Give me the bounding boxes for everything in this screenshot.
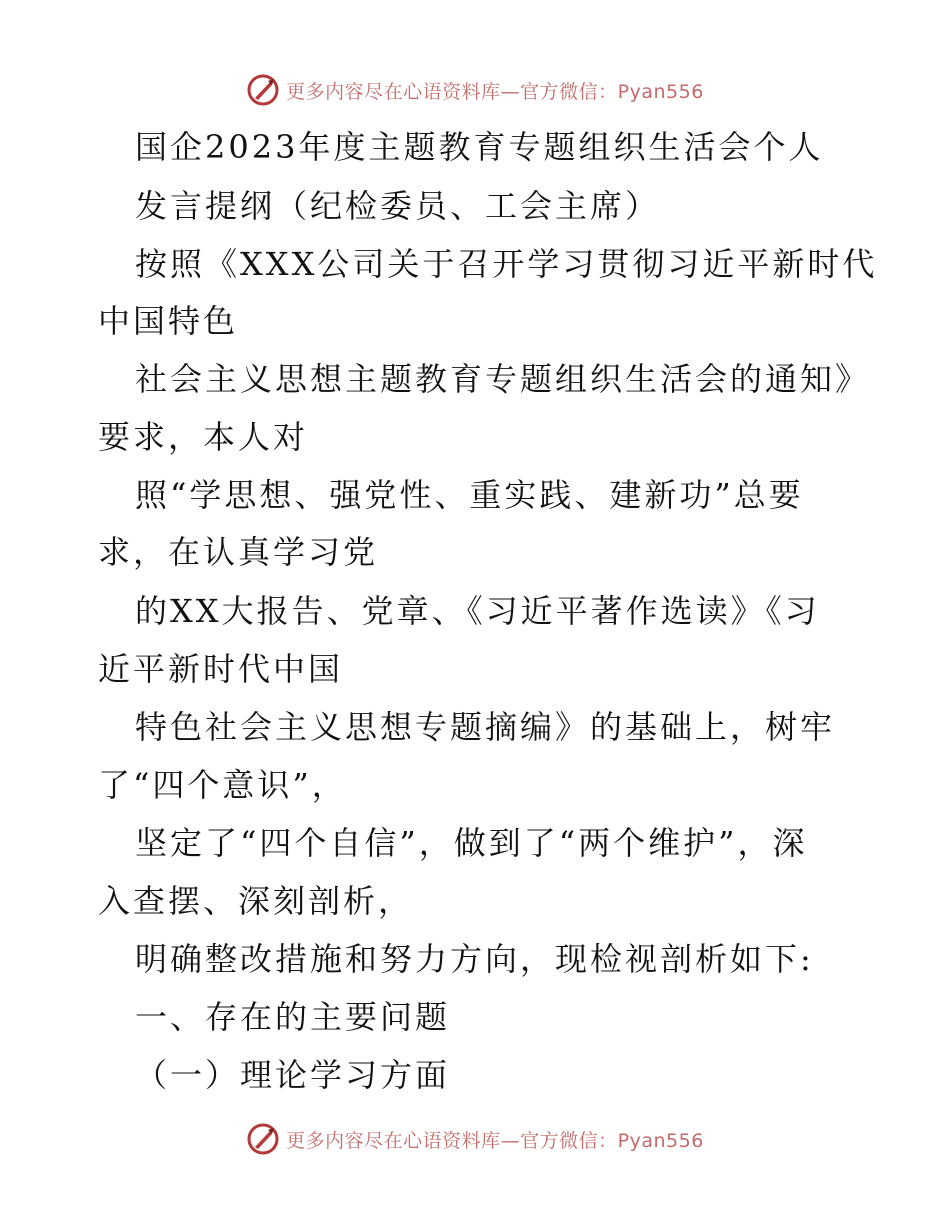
doc-line: 中国特色	[98, 302, 239, 340]
doc-line: 求，在认真学习党	[98, 533, 379, 571]
doc-line: 明确整改措施和努力方向，现检视剖析如下:	[135, 940, 814, 978]
section-heading: 一、存在的主要问题	[135, 998, 451, 1036]
doc-line: 近平新时代中国	[98, 650, 344, 688]
watermark-footer	[0, 1117, 950, 1161]
doc-line: 入查摆、深刻剖析，	[98, 882, 414, 920]
doc-line: 国企2023年度主题教育专题组织生活会个人	[135, 128, 824, 166]
doc-line: 特色社会主义思想专题摘编》的基础上，树牢	[135, 708, 836, 746]
doc-line: 要求，本人对	[98, 418, 309, 456]
doc-line: 照“学思想、强党性、重实践、建新功”总要	[135, 476, 804, 514]
watermark-header	[0, 68, 950, 112]
doc-line: 社会主义思想主题教育专题组织生活会的通知》	[135, 360, 871, 398]
doc-line: 按照《XXX公司关于召开学习贯彻习近平新时代	[135, 245, 878, 283]
doc-line: 的XX大报告、党章、《习近平著作选读》《习	[135, 592, 820, 630]
doc-line: 了“四个意识”，	[98, 766, 347, 804]
quill-logo-icon	[246, 73, 280, 107]
subsection-heading: （一）理论学习方面	[135, 1056, 451, 1094]
watermark-text: 更多内容尽在心语资料库—官方微信：Pyan556	[286, 80, 704, 103]
doc-line: 发言提纲（纪检委员、工会主席）	[135, 187, 661, 225]
watermark-text: 更多内容尽在心语资料库—官方微信：Pyan556	[286, 1129, 704, 1152]
quill-logo-icon	[246, 1122, 280, 1156]
doc-line: 坚定了“四个自信”，做到了“两个维护”，深	[135, 824, 808, 862]
